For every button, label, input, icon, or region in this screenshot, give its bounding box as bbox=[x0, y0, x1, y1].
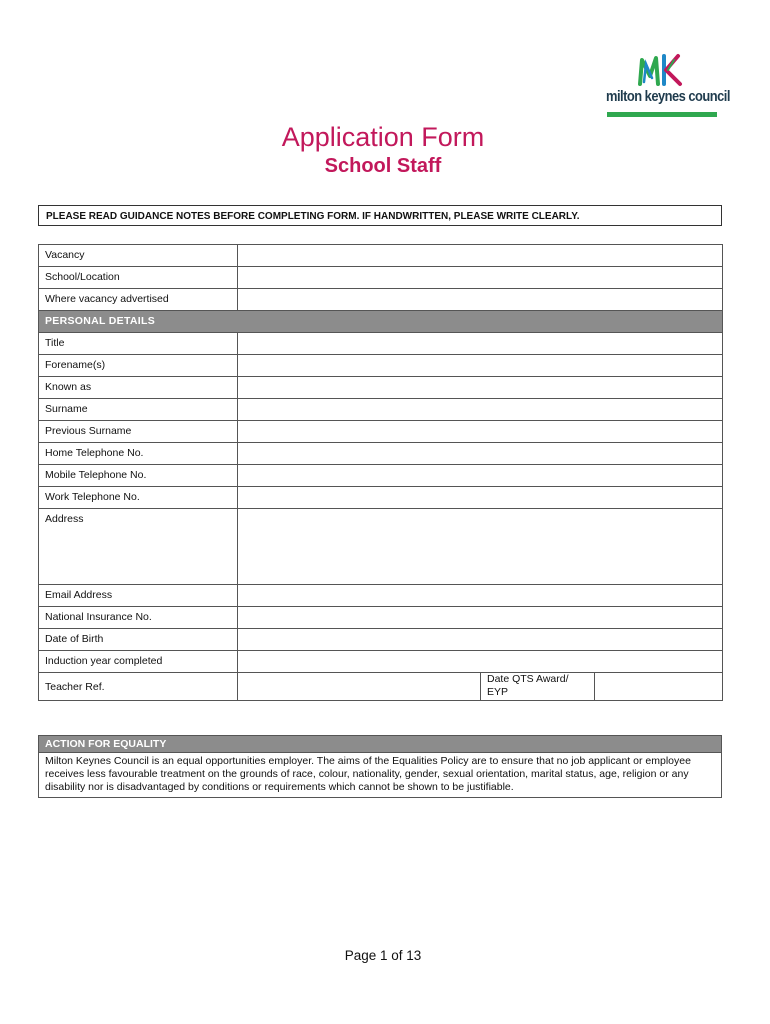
field-label: Date of Birth bbox=[39, 629, 238, 651]
logo-underline bbox=[607, 112, 717, 117]
field-label: Teacher Ref. bbox=[39, 673, 238, 701]
form-row-induction-year bbox=[39, 651, 723, 673]
field-label: Mobile Telephone No. bbox=[39, 465, 238, 487]
national-insurance-input[interactable] bbox=[238, 607, 723, 629]
address-input[interactable] bbox=[238, 509, 723, 585]
form-row-national-insurance bbox=[39, 607, 723, 629]
surname-input[interactable] bbox=[238, 399, 723, 421]
field-label: Surname bbox=[39, 399, 238, 421]
work-telephone-input[interactable] bbox=[238, 487, 723, 509]
field-label: Where vacancy advertised bbox=[39, 289, 238, 311]
field-label: Address bbox=[39, 509, 238, 585]
section-header-personal-details bbox=[39, 311, 723, 333]
page-number: Page 1 of 13 bbox=[344, 948, 422, 963]
form-row-work-telephone bbox=[39, 487, 723, 509]
previous-surname-input[interactable] bbox=[238, 421, 723, 443]
logo-text: milton keynes council bbox=[606, 88, 730, 105]
section-title: PERSONAL DETAILS bbox=[39, 311, 723, 333]
title-input[interactable] bbox=[238, 333, 723, 355]
form-row-known-as bbox=[39, 377, 723, 399]
field-label: Title bbox=[39, 333, 238, 355]
form-row-previous-surname bbox=[39, 421, 723, 443]
application-form-table bbox=[38, 244, 723, 701]
form-row-date-of-birth bbox=[39, 629, 723, 651]
home-telephone-input[interactable] bbox=[238, 443, 723, 465]
field-label: Known as bbox=[39, 377, 238, 399]
page-title: Application Form bbox=[281, 122, 485, 152]
qts-award-label bbox=[481, 673, 595, 701]
form-row-mobile-telephone bbox=[39, 465, 723, 487]
field-label: School/Location bbox=[39, 267, 238, 289]
page-subtitle: School Staff bbox=[324, 155, 442, 177]
guidance-notice: PLEASE READ GUIDANCE NOTES BEFORE COMPLETING FORM. IF HANDWRITTEN, PLEASE WRITE CLEARLY. bbox=[38, 205, 722, 226]
field-label: Vacancy bbox=[39, 245, 238, 267]
qts-label-line1: Date QTS Award/ bbox=[487, 673, 569, 685]
school-location-input[interactable] bbox=[238, 267, 723, 289]
field-label: Forename(s) bbox=[39, 355, 238, 377]
section-title: ACTION FOR EQUALITY bbox=[39, 736, 722, 753]
section-header-equality bbox=[39, 736, 722, 753]
equality-table bbox=[38, 735, 722, 798]
field-label: Email Address bbox=[39, 585, 238, 607]
email-input[interactable] bbox=[238, 585, 723, 607]
vacancy-input[interactable] bbox=[238, 245, 723, 267]
form-row-home-telephone bbox=[39, 443, 723, 465]
date-of-birth-input[interactable] bbox=[238, 629, 723, 651]
qts-label-line2: EYP bbox=[487, 686, 509, 698]
field-label: Previous Surname bbox=[39, 421, 238, 443]
form-row-teacher-ref bbox=[39, 673, 723, 701]
where-advertised-input[interactable] bbox=[238, 289, 723, 311]
form-row-forenames bbox=[39, 355, 723, 377]
known-as-input[interactable] bbox=[238, 377, 723, 399]
form-row-vacancy bbox=[39, 245, 723, 267]
form-row-school-location bbox=[39, 267, 723, 289]
field-label: Induction year completed bbox=[39, 651, 238, 673]
form-row-email bbox=[39, 585, 723, 607]
form-row-address bbox=[39, 509, 723, 585]
forenames-input[interactable] bbox=[238, 355, 723, 377]
mk-monogram-icon bbox=[606, 50, 718, 90]
induction-year-input[interactable] bbox=[238, 651, 723, 673]
field-label: Home Telephone No. bbox=[39, 443, 238, 465]
equality-statement: Milton Keynes Council is an equal opportunities employer. The aims of the Equalities Policy are to ensure that no job applicant or employee receives less favourable treatment on the grounds of race, colour, nationality, gender, sexual orientation, marital status, age, religion or any disability nor is disadvantaged by conditions or requirements which cannot be shown to be justifiable. bbox=[39, 753, 722, 798]
form-row-surname bbox=[39, 399, 723, 421]
teacher-ref-input[interactable] bbox=[238, 673, 481, 701]
field-label: Work Telephone No. bbox=[39, 487, 238, 509]
qts-award-input[interactable] bbox=[595, 673, 723, 701]
mobile-telephone-input[interactable] bbox=[238, 465, 723, 487]
council-logo bbox=[606, 50, 730, 126]
form-row-where-advertised bbox=[39, 289, 723, 311]
equality-statement-row bbox=[39, 753, 722, 798]
form-row-title bbox=[39, 333, 723, 355]
field-label: National Insurance No. bbox=[39, 607, 238, 629]
